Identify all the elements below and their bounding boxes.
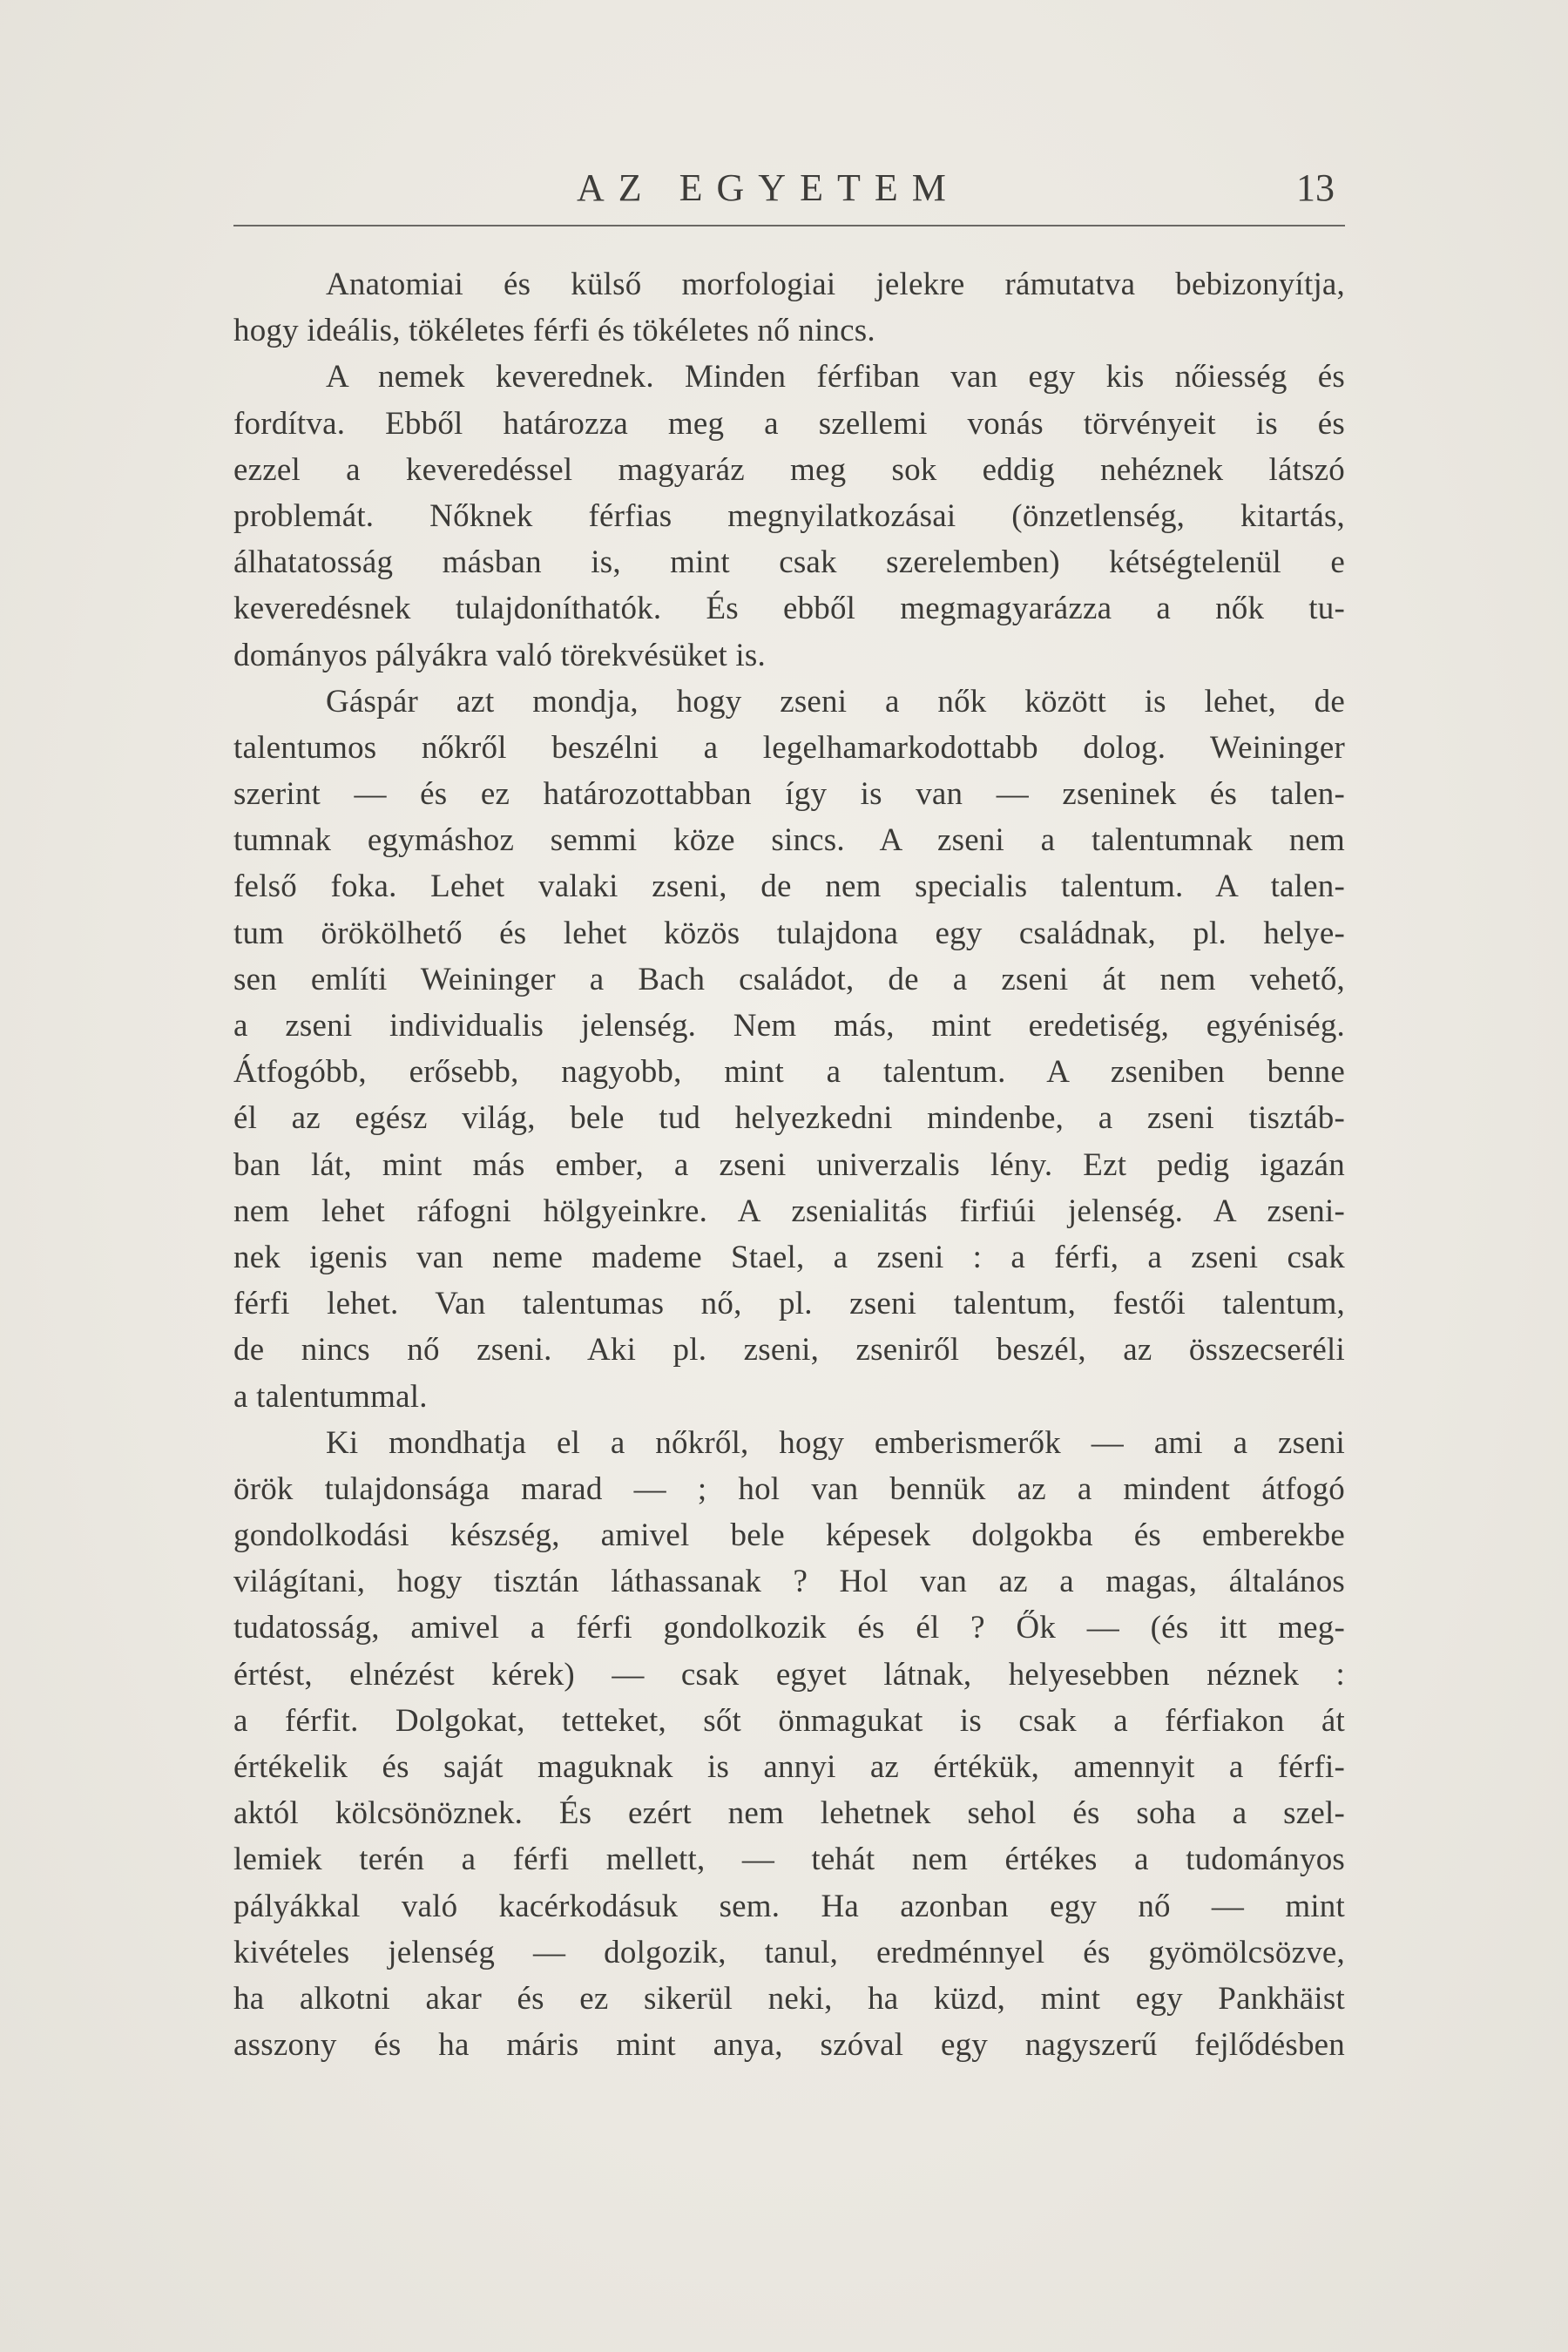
text-line: a talentummal. [233, 1378, 428, 1415]
text-line: fordítva. Ebből határozza meg a szellemi vonás törvényeit is és [233, 405, 1345, 442]
text-line: de nincs nő zseni. Aki pl. zseni, zseniről beszél, az összecseréli [233, 1332, 1345, 1369]
text-line: ha alkotni akar és ez sikerül neki, ha küzd, mint egy Pankhäist [233, 1980, 1345, 2017]
text-line: lemiek terén a férfi mellett, — tehát nem értékes a tudományos [233, 1842, 1345, 1878]
page-header [237, 166, 1342, 218]
text-line: tudatosság, amivel a férfi gondolkozik és él ? Ők — (és itt meg- [233, 1610, 1345, 1646]
text-line: a férfit. Dolgokat, tetteket, sőt önmagukat is csak a férfiakon át [233, 1702, 1345, 1739]
running-title: AZ EGYETEM [577, 166, 960, 209]
text-line: tum örökölhető és lehet közös tulajdona egy családnak, pl. helye- [233, 915, 1345, 951]
text-line: Gáspár azt mondja, hogy zseni a nők között is lehet, de [326, 683, 1345, 720]
text-line: örök tulajdonsága marad — ; hol van bennük az a mindent átfogó [233, 1470, 1345, 1507]
text-line: férfi lehet. Van talentumas nő, pl. zseni talentum, festői talentum, [233, 1286, 1345, 1322]
text-line: értést, elnézést kérek) — csak egyet látnak, helyesebben néznek : [233, 1656, 1345, 1693]
text-line: világítani, hogy tisztán láthassanak ? Hol van az a magas, általános [233, 1564, 1345, 1600]
text-line: ezzel a keveredéssel magyaráz meg sok eddig nehéznek látszó [233, 451, 1345, 488]
text-line: felső foka. Lehet valaki zseni, de nem specialis talentum. A talen- [233, 868, 1345, 905]
text-line: Átfogóbb, erősebb, nagyobb, mint a talentum. A zseniben benne [233, 1054, 1345, 1091]
text-line: nek igenis van neme mademe Stael, a zseni : a férfi, a zseni csak [233, 1239, 1345, 1275]
text-line: tumnak egymáshoz semmi köze sincs. A zseni a talentumnak nem [233, 822, 1345, 859]
text-line: hogy ideális, tökéletes férfi és tökéletes nő nincs. [233, 313, 875, 349]
text-line: Anatomiai és külső morfologiai jelekre rámutatva bebizonyítja, [326, 267, 1345, 302]
text-line: a zseni individualis jelenség. Nem más, mint eredetiség, egyéniség. [233, 1008, 1345, 1044]
text-line: kivételes jelenség — dolgozik, tanul, eredménnyel és gyömölcsözve, [233, 1934, 1345, 1970]
header-rule [233, 225, 1345, 226]
text-line: él az egész világ, bele tud helyezkedni mindenbe, a zseni tisztáb- [233, 1100, 1345, 1137]
text-line: ban lát, mint más ember, a zseni univerzalis lény. Ezt pedig igazán [233, 1146, 1345, 1183]
text-line: dományos pályákra való törekvésüket is. [233, 637, 766, 673]
text-line: sen említi Weininger a Bach családot, de a zseni át nem vehető, [233, 961, 1345, 997]
text-line: álhatatosság másban is, mint csak szerelemben) kétségtelenül e [233, 544, 1345, 581]
page-number: 13 [1296, 166, 1335, 209]
text-line: Ki mondhatja el a nőkről, hogy emberismerők — ami a zseni [326, 1424, 1345, 1461]
text-line: gondolkodási készség, amivel bele képesek dolgokba és emberekbe [233, 1517, 1345, 1554]
text-line: értékelik és saját maguknak is annyi az értékük, amennyit a férfi- [233, 1749, 1345, 1785]
text-line: nem lehet ráfogni hölgyeinkre. A zsenialitás firfiúi jelenség. A zseni- [233, 1193, 1345, 1229]
text-line: aktól kölcsönöznek. És ezért nem lehetnek sehol és soha a szel- [233, 1795, 1345, 1832]
text-line: talentumos nőkről beszélni a legelhamarkodottabb dolog. Weininger [233, 729, 1345, 766]
text-line: asszony és ha máris mint anya, szóval egy nagyszerű fejlődésben [233, 2027, 1345, 2064]
text-line: szerint — és ez határozottabban így is van — zseninek és talen- [233, 776, 1345, 813]
text-line: pályákkal való kacérkodásuk sem. Ha azonban egy nő — mint [233, 1888, 1345, 1924]
text-line: problemát. Nőknek férfias megnyilatkozásai (önzetlenség, kitartás, [233, 497, 1345, 534]
text-line: keveredésnek tulajdoníthatók. És ebből megmagyarázza a nők tu- [233, 591, 1345, 627]
body-text [233, 261, 1345, 2068]
text-line: A nemek keverednek. Minden férfiban van egy kis nőiesség és [326, 359, 1345, 395]
